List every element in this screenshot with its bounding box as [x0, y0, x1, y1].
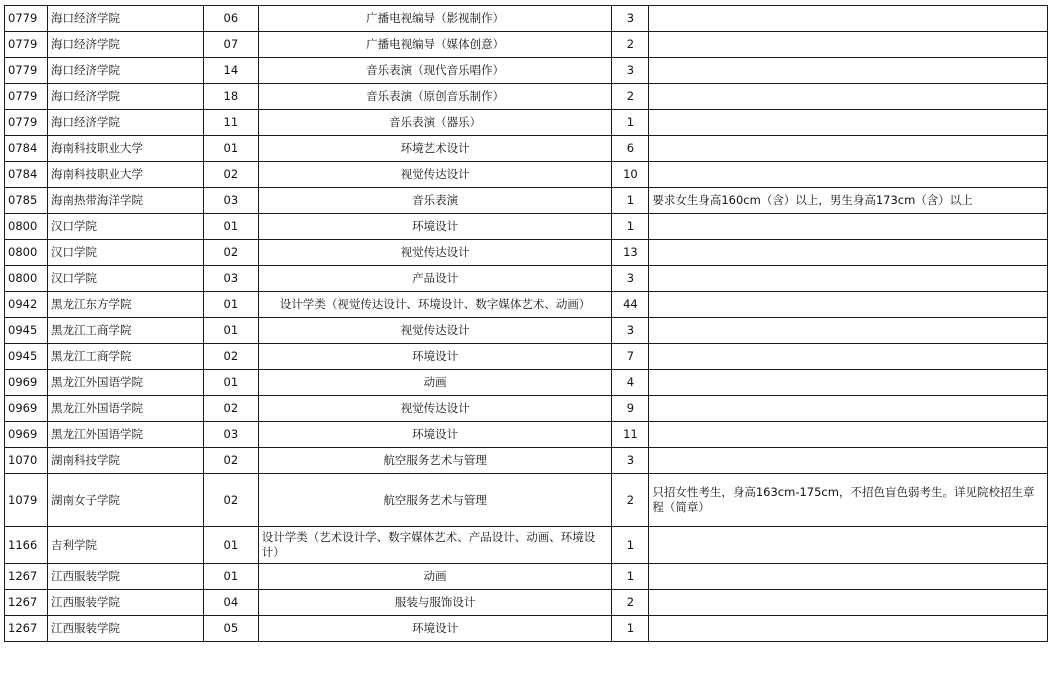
- school-name-cell: 海口经济学院: [47, 58, 203, 84]
- plan-count-cell: 2: [612, 84, 649, 110]
- major-direction-cell: 音乐表演: [258, 188, 612, 214]
- admission-plan-table: [4, 5, 1048, 642]
- table-row: [5, 370, 1048, 396]
- major-code-cell: 02: [203, 162, 258, 188]
- school-name-cell: 黑龙江工商学院: [47, 344, 203, 370]
- major-direction-cell: 环境设计: [258, 214, 612, 240]
- table-row: [5, 58, 1048, 84]
- major-direction-cell: 产品设计: [258, 266, 612, 292]
- plan-count-cell: 4: [612, 370, 649, 396]
- major-code-cell: 01: [203, 370, 258, 396]
- table-row: [5, 422, 1048, 448]
- school-code-cell: 0779: [5, 84, 48, 110]
- school-name-cell: 江西服装学院: [47, 564, 203, 590]
- school-code-cell: 0784: [5, 136, 48, 162]
- major-code-cell: 18: [203, 84, 258, 110]
- plan-count-cell: 3: [612, 448, 649, 474]
- major-code-cell: 03: [203, 266, 258, 292]
- plan-count-cell: 7: [612, 344, 649, 370]
- major-code-cell: 04: [203, 590, 258, 616]
- major-code-cell: 05: [203, 616, 258, 642]
- school-name-cell: 黑龙江外国语学院: [47, 422, 203, 448]
- table-row: [5, 214, 1048, 240]
- table-row: [5, 162, 1048, 188]
- table-row: [5, 344, 1048, 370]
- major-direction-cell: 航空服务艺术与管理: [258, 448, 612, 474]
- plan-count-cell: 1: [612, 110, 649, 136]
- remarks-cell: [649, 616, 1048, 642]
- major-direction-cell: 音乐表演（器乐）: [258, 110, 612, 136]
- school-name-cell: 海南科技职业大学: [47, 162, 203, 188]
- plan-count-cell: 3: [612, 58, 649, 84]
- school-code-cell: 0785: [5, 188, 48, 214]
- plan-count-cell: 11: [612, 422, 649, 448]
- remarks-cell: 要求女生身高160cm（含）以上，男生身高173cm（含）以上: [649, 188, 1048, 214]
- school-code-cell: 0779: [5, 58, 48, 84]
- major-code-cell: 02: [203, 448, 258, 474]
- school-code-cell: 0784: [5, 162, 48, 188]
- major-direction-cell: 音乐表演（原创音乐制作）: [258, 84, 612, 110]
- major-direction-cell: 广播电视编导（影视制作）: [258, 6, 612, 32]
- remarks-cell: [649, 448, 1048, 474]
- table-row: [5, 396, 1048, 422]
- major-code-cell: 02: [203, 344, 258, 370]
- remarks-cell: [649, 162, 1048, 188]
- remarks-cell: [649, 214, 1048, 240]
- table-row: [5, 240, 1048, 266]
- school-name-cell: 黑龙江东方学院: [47, 292, 203, 318]
- plan-count-cell: 10: [612, 162, 649, 188]
- school-name-cell: 黑龙江工商学院: [47, 318, 203, 344]
- plan-count-cell: 2: [612, 590, 649, 616]
- plan-count-cell: 1: [612, 616, 649, 642]
- plan-count-cell: 44: [612, 292, 649, 318]
- school-code-cell: 0779: [5, 32, 48, 58]
- remarks-cell: [649, 110, 1048, 136]
- remarks-cell: [649, 240, 1048, 266]
- school-code-cell: 0969: [5, 370, 48, 396]
- major-direction-cell: 视觉传达设计: [258, 240, 612, 266]
- table-row: [5, 527, 1048, 564]
- school-code-cell: 0800: [5, 240, 48, 266]
- plan-count-cell: 6: [612, 136, 649, 162]
- plan-count-cell: 9: [612, 396, 649, 422]
- major-direction-cell: 音乐表演（现代音乐唱作）: [258, 58, 612, 84]
- plan-count-cell: 1: [612, 527, 649, 564]
- major-direction-cell: 视觉传达设计: [258, 318, 612, 344]
- remarks-cell: [649, 422, 1048, 448]
- major-code-cell: 07: [203, 32, 258, 58]
- school-name-cell: 湖南女子学院: [47, 474, 203, 527]
- table-row: [5, 474, 1048, 527]
- school-code-cell: 0800: [5, 214, 48, 240]
- remarks-cell: [649, 32, 1048, 58]
- school-name-cell: 汉口学院: [47, 240, 203, 266]
- major-direction-cell: 环境设计: [258, 422, 612, 448]
- school-code-cell: 0969: [5, 422, 48, 448]
- school-name-cell: 湖南科技学院: [47, 448, 203, 474]
- remarks-cell: [649, 136, 1048, 162]
- remarks-cell: [649, 564, 1048, 590]
- school-code-cell: 0942: [5, 292, 48, 318]
- table-row: [5, 590, 1048, 616]
- school-code-cell: 0969: [5, 396, 48, 422]
- plan-count-cell: 2: [612, 474, 649, 527]
- table-row: [5, 448, 1048, 474]
- remarks-cell: [649, 396, 1048, 422]
- school-code-cell: 1070: [5, 448, 48, 474]
- major-code-cell: 01: [203, 564, 258, 590]
- major-code-cell: 02: [203, 396, 258, 422]
- remarks-cell: [649, 266, 1048, 292]
- major-direction-cell: 航空服务艺术与管理: [258, 474, 612, 527]
- table-body: [5, 6, 1048, 642]
- school-code-cell: 0945: [5, 344, 48, 370]
- major-code-cell: 01: [203, 527, 258, 564]
- major-code-cell: 01: [203, 318, 258, 344]
- school-name-cell: 黑龙江外国语学院: [47, 370, 203, 396]
- major-direction-cell: 动画: [258, 564, 612, 590]
- major-direction-cell: 广播电视编导（媒体创意）: [258, 32, 612, 58]
- remarks-cell: [649, 58, 1048, 84]
- school-name-cell: 海南科技职业大学: [47, 136, 203, 162]
- plan-count-cell: 13: [612, 240, 649, 266]
- major-code-cell: 01: [203, 292, 258, 318]
- major-direction-cell: 视觉传达设计: [258, 396, 612, 422]
- remarks-cell: [649, 344, 1048, 370]
- plan-count-cell: 1: [612, 214, 649, 240]
- plan-count-cell: 2: [612, 32, 649, 58]
- school-code-cell: 1267: [5, 564, 48, 590]
- table-row: [5, 266, 1048, 292]
- plan-count-cell: 3: [612, 318, 649, 344]
- major-code-cell: 11: [203, 110, 258, 136]
- school-code-cell: 1079: [5, 474, 48, 527]
- school-code-cell: 1166: [5, 527, 48, 564]
- table-row: [5, 292, 1048, 318]
- major-code-cell: 03: [203, 422, 258, 448]
- school-name-cell: 海南热带海洋学院: [47, 188, 203, 214]
- major-code-cell: 02: [203, 474, 258, 527]
- school-code-cell: 0800: [5, 266, 48, 292]
- remarks-cell: [649, 370, 1048, 396]
- school-name-cell: 海口经济学院: [47, 6, 203, 32]
- plan-count-cell: 1: [612, 564, 649, 590]
- table-row: [5, 6, 1048, 32]
- major-direction-cell: 环境设计: [258, 616, 612, 642]
- remarks-cell: [649, 6, 1048, 32]
- major-direction-cell: 服装与服饰设计: [258, 590, 612, 616]
- remarks-cell: [649, 590, 1048, 616]
- table-row: [5, 188, 1048, 214]
- major-direction-cell: 动画: [258, 370, 612, 396]
- school-code-cell: 1267: [5, 590, 48, 616]
- table-row: [5, 84, 1048, 110]
- major-code-cell: 02: [203, 240, 258, 266]
- school-name-cell: 江西服装学院: [47, 590, 203, 616]
- school-name-cell: 吉利学院: [47, 527, 203, 564]
- major-direction-cell: 设计学类（视觉传达设计、环境设计、数字媒体艺术、动画）: [258, 292, 612, 318]
- school-name-cell: 黑龙江外国语学院: [47, 396, 203, 422]
- major-direction-cell: 环境设计: [258, 344, 612, 370]
- remarks-cell: [649, 527, 1048, 564]
- major-code-cell: 01: [203, 214, 258, 240]
- school-name-cell: 汉口学院: [47, 266, 203, 292]
- remarks-cell: [649, 318, 1048, 344]
- table-row: [5, 564, 1048, 590]
- major-direction-cell: 环境艺术设计: [258, 136, 612, 162]
- school-code-cell: 0779: [5, 6, 48, 32]
- school-code-cell: 0945: [5, 318, 48, 344]
- major-code-cell: 06: [203, 6, 258, 32]
- school-name-cell: 海口经济学院: [47, 32, 203, 58]
- plan-count-cell: 1: [612, 188, 649, 214]
- plan-count-cell: 3: [612, 266, 649, 292]
- remarks-cell: [649, 84, 1048, 110]
- table-row: [5, 110, 1048, 136]
- major-direction-cell: 视觉传达设计: [258, 162, 612, 188]
- school-name-cell: 海口经济学院: [47, 84, 203, 110]
- school-code-cell: 0779: [5, 110, 48, 136]
- table-row: [5, 616, 1048, 642]
- school-name-cell: 汉口学院: [47, 214, 203, 240]
- major-direction-cell: 设计学类（艺术设计学、数字媒体艺术、产品设计、动画、环境设计）: [258, 527, 612, 564]
- table-row: [5, 318, 1048, 344]
- remarks-cell: 只招女性考生，身高163cm-175cm，不招色盲色弱考生。详见院校招生章程（简章）: [649, 474, 1048, 527]
- table-row: [5, 136, 1048, 162]
- remarks-cell: [649, 292, 1048, 318]
- major-code-cell: 01: [203, 136, 258, 162]
- major-code-cell: 14: [203, 58, 258, 84]
- table-row: [5, 32, 1048, 58]
- major-code-cell: 03: [203, 188, 258, 214]
- plan-count-cell: 3: [612, 6, 649, 32]
- school-name-cell: 海口经济学院: [47, 110, 203, 136]
- school-code-cell: 1267: [5, 616, 48, 642]
- school-name-cell: 江西服装学院: [47, 616, 203, 642]
